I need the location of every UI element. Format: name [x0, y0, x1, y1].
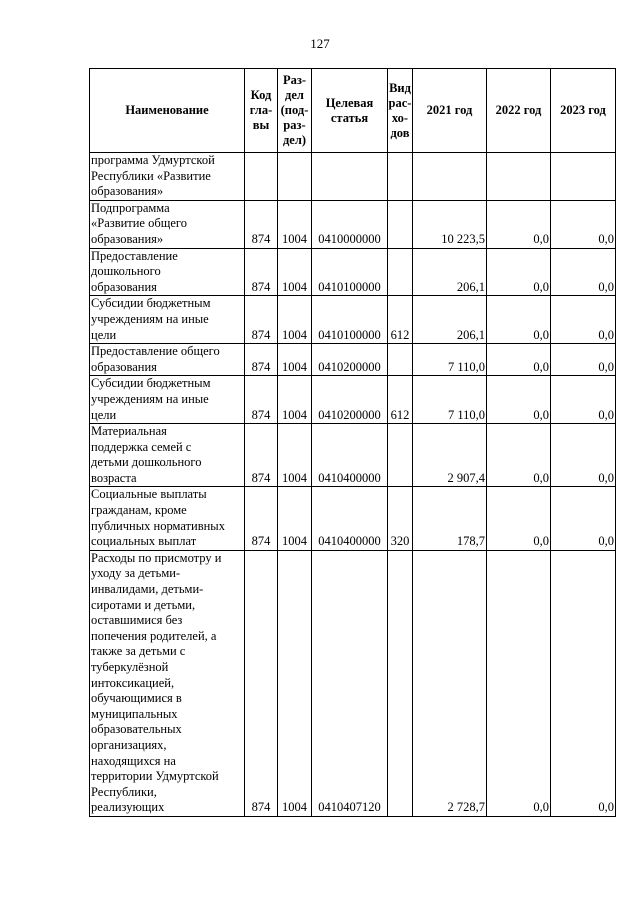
- cell-2022: 0,0: [487, 200, 551, 248]
- table-row: [90, 153, 616, 201]
- cell-2023: 0,0: [551, 424, 616, 487]
- cell-code: 874: [245, 550, 278, 816]
- cell-name: Субсидии бюджетным учреждениям на иные цели: [90, 376, 245, 424]
- header-code: Код гла- вы: [245, 69, 278, 153]
- cell-target: 0410100000: [312, 296, 388, 344]
- cell-code: 874: [245, 376, 278, 424]
- header-target: Целевая статья: [312, 69, 388, 153]
- cell-type: [388, 248, 413, 296]
- cell-2021: 7 110,0: [413, 376, 487, 424]
- cell-section: 1004: [278, 487, 312, 550]
- cell-target: 0410400000: [312, 487, 388, 550]
- header-section: Раз- дел (под- раз- дел): [278, 69, 312, 153]
- cell-name: Предоставление общего образования: [90, 344, 245, 376]
- cell-type: [388, 200, 413, 248]
- table-row: [90, 424, 616, 487]
- header-2021: 2021 год: [413, 69, 487, 153]
- cell-type: [388, 344, 413, 376]
- table-row: [90, 248, 616, 296]
- cell-2023: 0,0: [551, 550, 616, 816]
- cell-target: 0410200000: [312, 376, 388, 424]
- cell-code: 874: [245, 248, 278, 296]
- cell-2021: 206,1: [413, 248, 487, 296]
- cell-2023: [551, 153, 616, 201]
- cell-type: [388, 550, 413, 816]
- cell-2022: [487, 153, 551, 201]
- cell-2022: 0,0: [487, 296, 551, 344]
- cell-2021: 2 907,4: [413, 424, 487, 487]
- cell-2021: 178,7: [413, 487, 487, 550]
- cell-section: 1004: [278, 424, 312, 487]
- cell-2021: 206,1: [413, 296, 487, 344]
- cell-type: 320: [388, 487, 413, 550]
- cell-name: программа Удмуртской Республики «Развитие образования»: [90, 153, 245, 201]
- cell-2022: 0,0: [487, 344, 551, 376]
- cell-target: 0410100000: [312, 248, 388, 296]
- cell-2021: 2 728,7: [413, 550, 487, 816]
- cell-2021: 10 223,5: [413, 200, 487, 248]
- cell-target: 0410407120: [312, 550, 388, 816]
- cell-2023: 0,0: [551, 487, 616, 550]
- cell-section: 1004: [278, 296, 312, 344]
- cell-2022: 0,0: [487, 376, 551, 424]
- cell-2022: 0,0: [487, 550, 551, 816]
- cell-section: 1004: [278, 550, 312, 816]
- cell-name: Предоставление дошкольного образования: [90, 248, 245, 296]
- cell-target: 0410400000: [312, 424, 388, 487]
- cell-section: 1004: [278, 200, 312, 248]
- table-row: [90, 550, 616, 816]
- cell-section: 1004: [278, 376, 312, 424]
- cell-target: 0410000000: [312, 200, 388, 248]
- cell-type: 612: [388, 376, 413, 424]
- page-number: 127: [310, 36, 330, 51]
- cell-name: Социальные выплаты гражданам, кроме публичных нормативных социальных выплат: [90, 487, 245, 550]
- table-header-row: [90, 69, 616, 153]
- table-row: [90, 296, 616, 344]
- cell-2023: 0,0: [551, 376, 616, 424]
- cell-name: Подпрограмма «Развитие общего образования»: [90, 200, 245, 248]
- cell-section: 1004: [278, 248, 312, 296]
- header-type: Вид рас- хо- дов: [388, 69, 413, 153]
- cell-target: 0410200000: [312, 344, 388, 376]
- cell-2022: 0,0: [487, 487, 551, 550]
- cell-section: [278, 153, 312, 201]
- cell-type: [388, 424, 413, 487]
- cell-type: [388, 153, 413, 201]
- cell-name: Расходы по присмотру и уходу за детьми- инвалидами, детьми- сиротами и детьми, оставшимися без попечения родителей, а также за детьми с туберкулёзной интоксикацией, обучающимися в муниципальных образовательных организациях, находящихся на территории Удмуртской Республики, реализующих: [90, 550, 245, 816]
- cell-code: 874: [245, 344, 278, 376]
- cell-2022: 0,0: [487, 248, 551, 296]
- table-row: [90, 487, 616, 550]
- cell-2023: 0,0: [551, 344, 616, 376]
- cell-code: 874: [245, 200, 278, 248]
- cell-code: [245, 153, 278, 201]
- cell-2021: [413, 153, 487, 201]
- cell-code: 874: [245, 296, 278, 344]
- header-2022: 2022 год: [487, 69, 551, 153]
- cell-section: 1004: [278, 344, 312, 376]
- budget-table: [89, 68, 616, 817]
- cell-2023: 0,0: [551, 200, 616, 248]
- cell-type: 612: [388, 296, 413, 344]
- table-row: [90, 376, 616, 424]
- header-2023: 2023 год: [551, 69, 616, 153]
- header-name: Наименование: [90, 69, 245, 153]
- cell-2023: 0,0: [551, 248, 616, 296]
- cell-name: Материальная поддержка семей с детьми дошкольного возраста: [90, 424, 245, 487]
- cell-2022: 0,0: [487, 424, 551, 487]
- cell-2021: 7 110,0: [413, 344, 487, 376]
- table-row: [90, 200, 616, 248]
- cell-2023: 0,0: [551, 296, 616, 344]
- cell-name: Субсидии бюджетным учреждениям на иные цели: [90, 296, 245, 344]
- cell-code: 874: [245, 424, 278, 487]
- table-row: [90, 344, 616, 376]
- cell-code: 874: [245, 487, 278, 550]
- cell-target: [312, 153, 388, 201]
